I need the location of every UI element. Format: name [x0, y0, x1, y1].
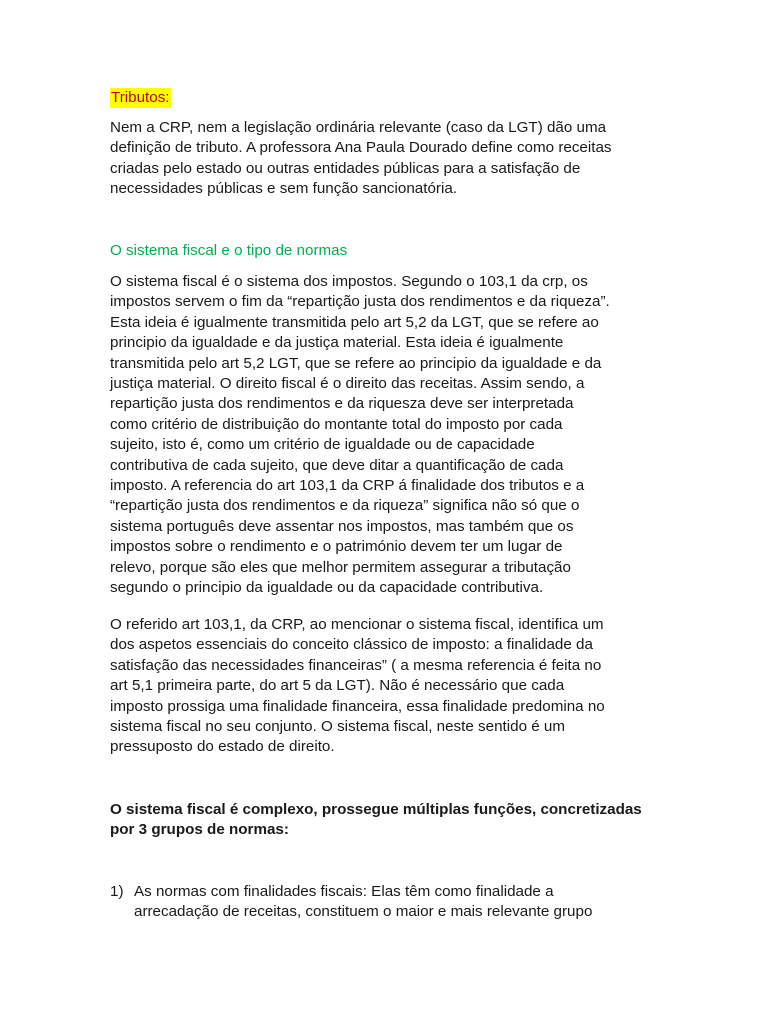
- text-line: contributiva de cada sujeito, que deve ditar a quantificação de cada: [110, 456, 564, 474]
- heading-sistema-fiscal: [110, 241, 662, 261]
- text-line: sujeito, isto é, como um critério de igualdade ou de capacidade: [110, 436, 535, 454]
- bold-heading-normas: [110, 800, 662, 841]
- text-line: transmitida pelo art 5,2 LGT, que se refere ao principio da igualdade e da: [110, 354, 602, 372]
- text-line: relevo, porque são eles que melhor permitem assegurar a tributação: [110, 558, 571, 576]
- text-line: impostos servem o fim da “repartição justa dos rendimentos e da riqueza”.: [110, 293, 610, 311]
- text-line: Esta ideia é igualmente transmitida pelo art 5,2 da LGT, que se refere ao: [110, 313, 599, 331]
- text-line: repartição justa dos rendimentos e da riquesza deve ser interpretada: [110, 395, 574, 413]
- text-line: como critério de distribuição do montante total do imposto por cada: [110, 415, 563, 433]
- text-line: definição de tributo. A professora Ana Paula Dourado define como receitas: [110, 139, 612, 157]
- text-line: por 3 grupos de normas:: [110, 821, 289, 839]
- text-line: Nem a CRP, nem a legislação ordinária relevante (caso da LGT) dão uma: [110, 119, 607, 136]
- text-line: criadas pelo estado ou outras entidades públicas para a satisfação de: [110, 159, 581, 177]
- text-line: sistema fiscal no seu conjunto. O sistema fiscal, neste sentido é um: [110, 718, 565, 736]
- text-line: “repartição justa dos rendimentos e da riqueza” significa não só que o: [110, 497, 580, 515]
- highlighted-title: Tributos:: [111, 89, 170, 106]
- paragraph-sistema-fiscal: [110, 272, 662, 599]
- text-line: segundo o principio da igualdade ou da capacidade contributiva.: [110, 579, 544, 597]
- text-line: necessidades públicas e sem função sancionatória.: [110, 180, 457, 198]
- text-line: O sistema fiscal é o sistema dos impostos. Segundo o 103,1 da crp, os: [110, 273, 588, 290]
- text-line: sistema português deve assentar nos impostos, mas também que os: [110, 517, 574, 535]
- paragraph-tributo-definition: [110, 118, 662, 200]
- text-line: dos aspetos essenciais do conceito clássico de imposto: a finalidade da: [110, 636, 593, 654]
- text-line: principio da igualdade e da justiça material. Esta ideia é igualmente: [110, 334, 564, 352]
- text-line: imposto prossiga uma finalidade financeira, essa finalidade predomina no: [110, 697, 605, 715]
- text-line: impostos sobre o rendimento e o património devem ter um lugar de: [110, 538, 563, 556]
- text-line: arrecadação de receitas, constituem o maior e mais relevante grupo: [134, 903, 593, 921]
- text-line: justiça material. O direito fiscal é o direito das receitas. Assim sendo, a: [110, 375, 585, 393]
- list-item: [110, 882, 664, 923]
- text-line: As normas com finalidades fiscais: Elas têm como finalidade a: [134, 883, 554, 900]
- text-line: pressuposto do estado de direito.: [110, 738, 335, 756]
- heading-tributos: [110, 88, 662, 108]
- list-number: 1): [110, 883, 124, 900]
- section-heading-text: O sistema fiscal e o tipo de normas: [110, 242, 348, 259]
- text-line: O sistema fiscal é complexo, prossegue múltiplas funções, concretizadas: [110, 801, 642, 818]
- text-line: art 5,1 primeira parte, do art 5 da LGT). Não é necessário que cada: [110, 677, 565, 695]
- text-line: imposto. A referencia do art 103,1 da CRP á finalidade dos tributos e a: [110, 477, 585, 495]
- text-line: satisfação das necessidades financeiras” ( a mesma referencia é feita no: [110, 656, 602, 674]
- text-line: O referido art 103,1, da CRP, ao mencionar o sistema fiscal, identifica um: [110, 616, 604, 633]
- paragraph-art-103: [110, 615, 662, 758]
